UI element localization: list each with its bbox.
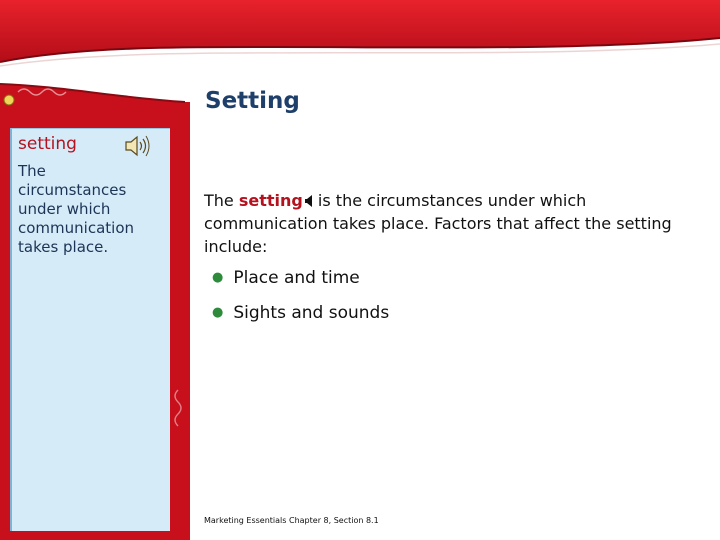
glossary-definition: The circumstances under which communication takes place. xyxy=(18,162,135,256)
intro-prefix: The xyxy=(204,191,239,210)
slide-footer: Marketing Essentials Chapter 8, Section 8.1 xyxy=(204,516,379,525)
body-paragraph xyxy=(204,189,684,258)
inline-audio-icon[interactable] xyxy=(304,195,313,207)
bullet-icon: ● xyxy=(212,305,224,320)
intro-suffix: is the circumstances under which communication takes place. Factors that affect the setting include: xyxy=(204,191,672,256)
bullet-icon: ● xyxy=(212,270,224,285)
list-item xyxy=(212,301,389,336)
factor-list xyxy=(212,266,389,336)
list-item-text: Sights and sounds xyxy=(233,303,390,323)
highlighted-term-link[interactable]: setting xyxy=(238,191,303,210)
speaker-icon[interactable] xyxy=(124,134,150,158)
top-banner xyxy=(0,0,720,72)
list-item xyxy=(212,266,389,301)
glossary-term: setting xyxy=(18,134,77,154)
slide-title: Setting xyxy=(205,88,300,114)
list-item-text: Place and time xyxy=(233,268,360,288)
